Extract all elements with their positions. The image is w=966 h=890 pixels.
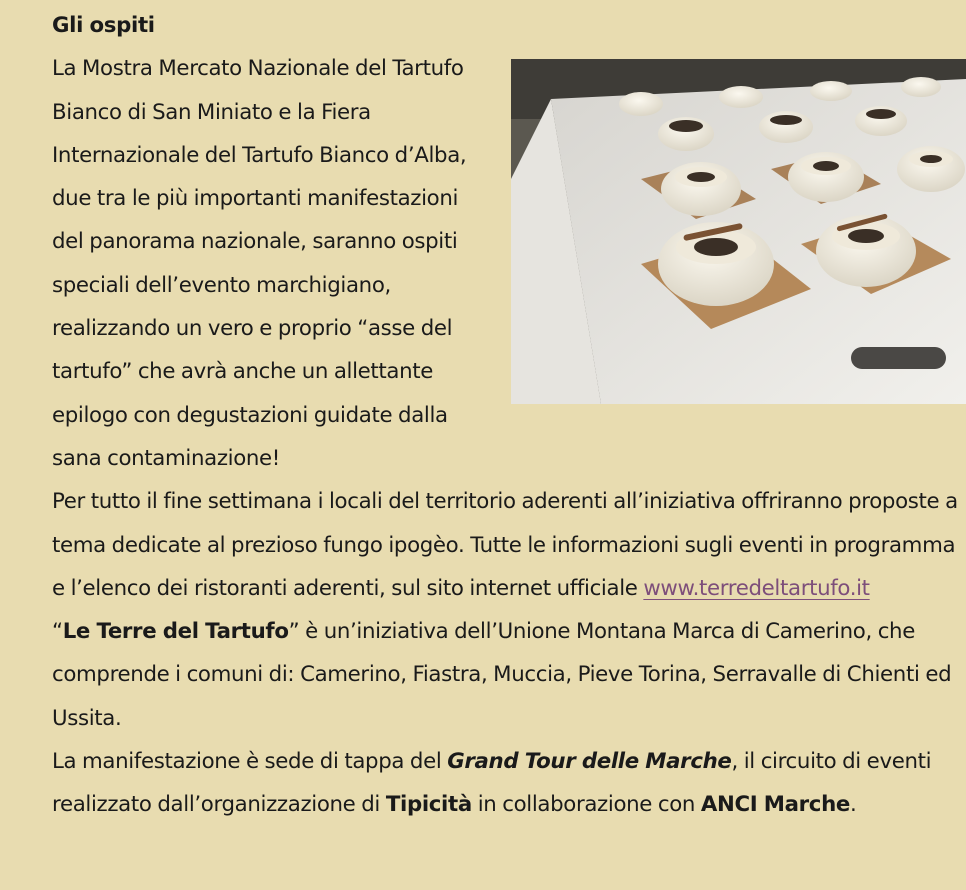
grand-tour-text-a: La manifestazione è sede di tappa del (52, 749, 448, 775)
open-quote: “ (52, 619, 63, 645)
section-heading: Gli ospiti (52, 13, 155, 38)
official-site-link[interactable]: www.terredeltartufo.it (643, 575, 870, 601)
anci-marche-name: ANCI Marche (700, 792, 850, 818)
grand-tour-text-c: in collaborazione con (471, 792, 701, 818)
grand-tour-name: Grand Tour delle Marche (447, 749, 732, 775)
paragraph-weekend (52, 480, 966, 610)
grand-tour-text-b: , il circuito di eventi realizzato dall’organizzazione di (52, 749, 932, 818)
article (52, 4, 966, 827)
paragraph-initiative (52, 610, 966, 740)
paragraph-grand-tour (52, 740, 966, 827)
paragraph-guests: La Mostra Mercato Nazionale del Tartufo Bianco di San Miniato e la Fiera Internazionale del Tartufo Bianco d’Alba, due tra le più importanti manifestazioni del panorama nazionale, saranno ospiti speciali dell’evento marchigiano, realizzando un vero e proprio “asse del tartufo” che avrà anche un allettante epilogo con degustazioni guidate dalla sana contaminazione! (52, 56, 467, 471)
paragraph-weekend-text: Per tutto il fine settimana i locali del territorio aderenti all’iniziativa offriranno proposte a tema dedicate al prezioso fungo ipogèo. Tutte le informazioni sugli eventi in programma e l’elenco dei ristoranti aderenti, sul sito internet ufficiale (52, 489, 958, 601)
grand-tour-period: . (849, 792, 857, 818)
tipicita-name: Tipicità (385, 792, 472, 818)
truffle-appetizers-photo (511, 59, 966, 404)
initiative-name: Le Terre del Tartufo (62, 619, 289, 645)
initiative-description: ” è un’iniziativa dell’Unione Montana Marca di Camerino, che comprende i comuni di: Camerino, Fiastra, Muccia, Pieve Torina, Serravalle di Chienti ed Ussita. (52, 619, 952, 731)
